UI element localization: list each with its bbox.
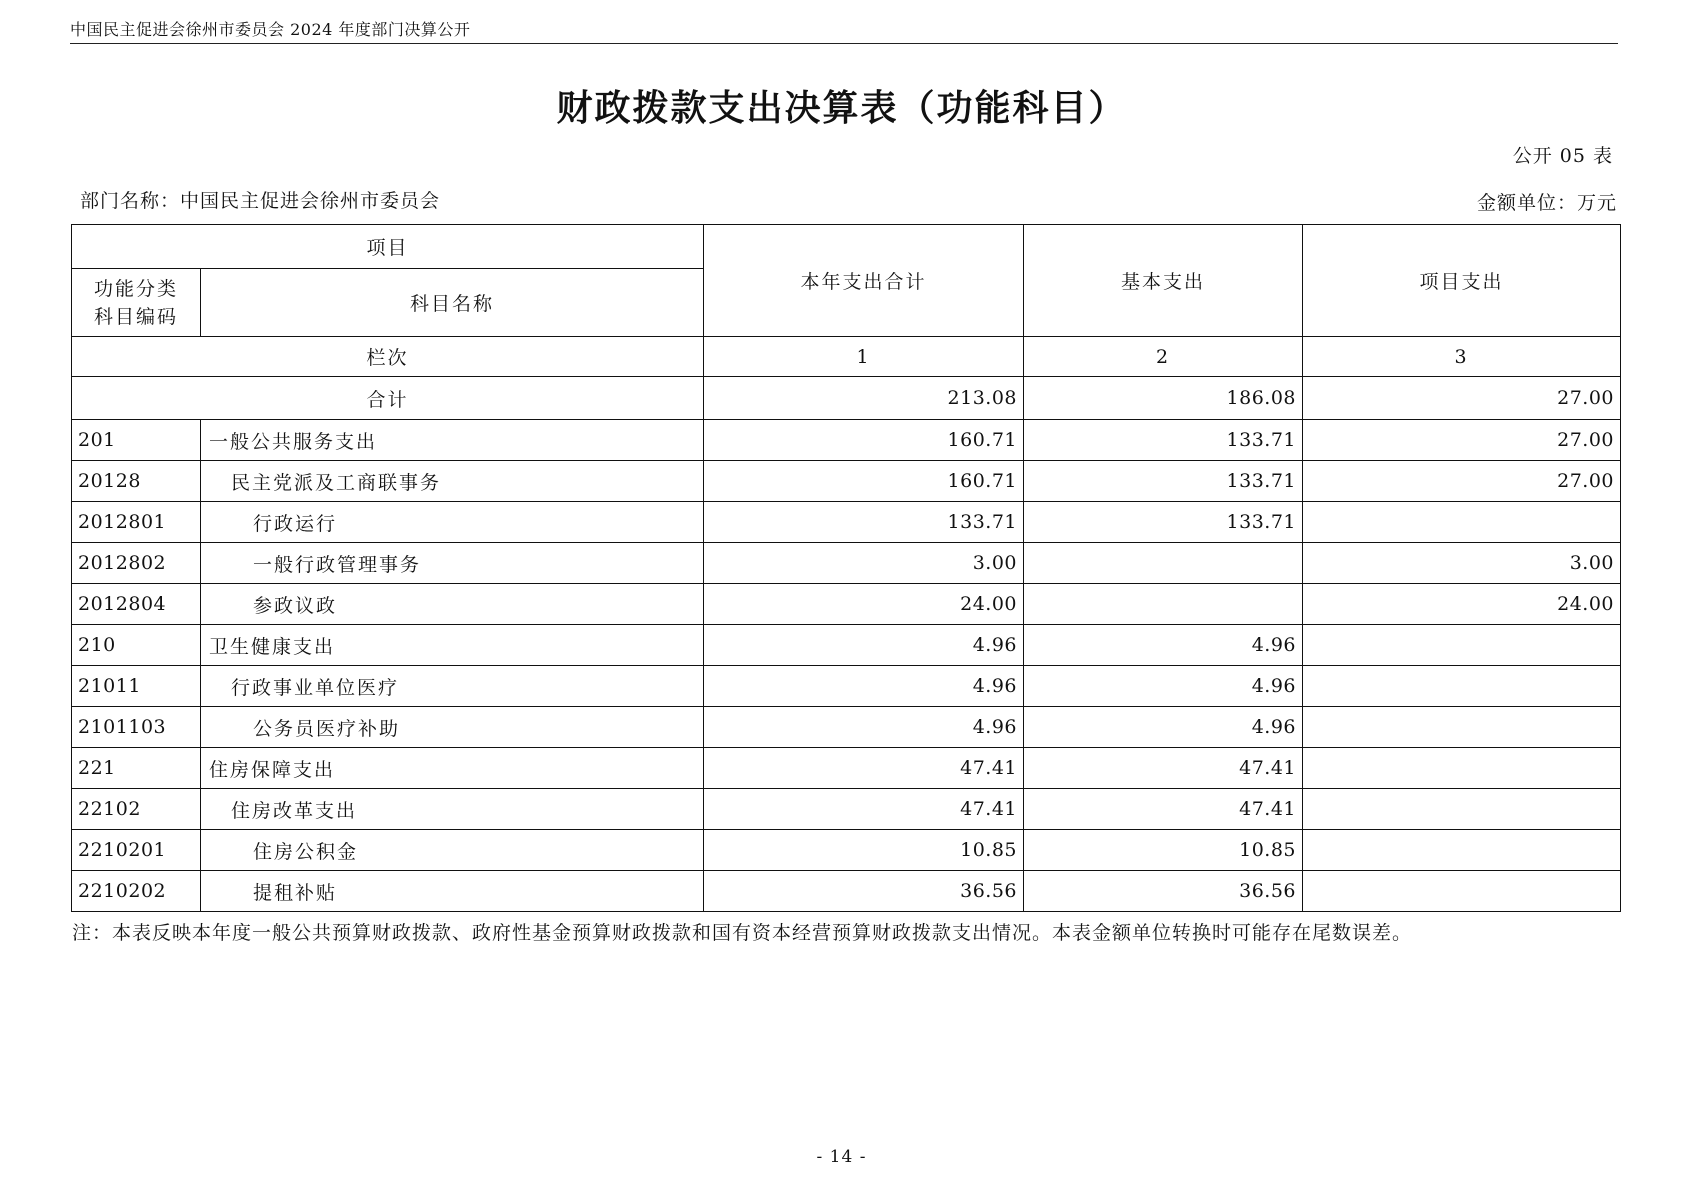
row-total: 133.71 (704, 502, 1024, 543)
column-index-label: 栏次 (72, 337, 704, 377)
amount-unit: 金额单位：万元 (1476, 192, 1617, 214)
row-subject-name: 民主党派及工商联事务 (201, 461, 704, 502)
budget-table (71, 224, 1621, 912)
row-basic: 36.56 (1024, 871, 1303, 912)
table-number: 公开 05 表 (1512, 145, 1613, 167)
row-code: 20128 (72, 461, 201, 502)
header-project-expenditure: 项目支出 (1303, 225, 1621, 337)
row-total: 36.56 (704, 871, 1024, 912)
row-code: 2101103 (72, 707, 201, 748)
row-project (1303, 666, 1621, 707)
table-row (72, 502, 1621, 543)
row-subject-name: 行政运行 (201, 502, 704, 543)
row-project (1303, 871, 1621, 912)
row-basic: 47.41 (1024, 748, 1303, 789)
header-code (72, 269, 201, 337)
row-code: 221 (72, 748, 201, 789)
row-code: 2012802 (72, 543, 201, 584)
row-code: 2012801 (72, 502, 201, 543)
row-subject-name: 行政事业单位医疗 (201, 666, 704, 707)
row-project (1303, 707, 1621, 748)
row-code: 201 (72, 420, 201, 461)
row-subject-name: 参政议政 (201, 584, 704, 625)
row-total: 160.71 (704, 461, 1024, 502)
row-subject-name: 住房公积金 (201, 830, 704, 871)
summary-row (72, 377, 1621, 420)
row-project (1303, 625, 1621, 666)
row-total: 4.96 (704, 666, 1024, 707)
row-project (1303, 789, 1621, 830)
table-row (72, 789, 1621, 830)
table-row (72, 420, 1621, 461)
row-total: 3.00 (704, 543, 1024, 584)
header-total: 本年支出合计 (704, 225, 1024, 337)
row-basic: 10.85 (1024, 830, 1303, 871)
row-total: 4.96 (704, 707, 1024, 748)
row-basic: 133.71 (1024, 420, 1303, 461)
summary-total: 213.08 (704, 377, 1024, 420)
table-row (72, 584, 1621, 625)
header-row (72, 225, 1621, 269)
row-project (1303, 502, 1621, 543)
row-basic (1024, 584, 1303, 625)
row-code: 210 (72, 625, 201, 666)
row-basic: 47.41 (1024, 789, 1303, 830)
document-title: 财政拨款支出决算表（功能科目） (556, 88, 1127, 129)
row-subject-name: 住房保障支出 (201, 748, 704, 789)
row-project (1303, 748, 1621, 789)
row-subject-name: 一般公共服务支出 (201, 420, 704, 461)
table-row (72, 461, 1621, 502)
row-basic (1024, 543, 1303, 584)
footnote: 注：本表反映本年度一般公共预算财政拨款、政府性基金预算财政拨款和国有资本经营预算财政拨款支出情况。本表金额单位转换时可能存在尾数误差。 (72, 922, 1413, 944)
table-row (72, 748, 1621, 789)
row-total: 4.96 (704, 625, 1024, 666)
header-code-line1: 功能分类 (93, 277, 178, 300)
row-basic: 4.96 (1024, 707, 1303, 748)
summary-project: 27.00 (1303, 377, 1621, 420)
row-code: 2210202 (72, 871, 201, 912)
row-project: 27.00 (1303, 420, 1621, 461)
running-header: 中国民主促进会徐州市委员会 2024 年度部门决算公开 (70, 20, 471, 39)
header-divider (70, 43, 1618, 44)
row-subject-name: 卫生健康支出 (201, 625, 704, 666)
table-row (72, 707, 1621, 748)
row-basic: 4.96 (1024, 625, 1303, 666)
row-basic: 133.71 (1024, 461, 1303, 502)
row-total: 10.85 (704, 830, 1024, 871)
row-subject-name: 住房改革支出 (201, 789, 704, 830)
column-index-total: 1 (704, 337, 1024, 377)
table-body (72, 420, 1621, 912)
row-code: 2012804 (72, 584, 201, 625)
table-row (72, 830, 1621, 871)
column-index-project: 3 (1303, 337, 1621, 377)
row-code: 2210201 (72, 830, 201, 871)
row-project (1303, 830, 1621, 871)
row-code: 22102 (72, 789, 201, 830)
header-basic: 基本支出 (1024, 225, 1303, 337)
row-subject-name: 公务员医疗补助 (201, 707, 704, 748)
row-total: 47.41 (704, 748, 1024, 789)
table-row (72, 625, 1621, 666)
table-row (72, 871, 1621, 912)
column-index-row (72, 337, 1621, 377)
summary-label: 合计 (72, 377, 704, 420)
row-subject-name: 提租补贴 (201, 871, 704, 912)
summary-basic: 186.08 (1024, 377, 1303, 420)
row-project: 27.00 (1303, 461, 1621, 502)
header-code-line2: 科目编码 (93, 305, 178, 328)
table-row (72, 543, 1621, 584)
row-code: 21011 (72, 666, 201, 707)
row-total: 24.00 (704, 584, 1024, 625)
row-project: 24.00 (1303, 584, 1621, 625)
table-row (72, 666, 1621, 707)
row-total: 47.41 (704, 789, 1024, 830)
row-project: 3.00 (1303, 543, 1621, 584)
row-basic: 133.71 (1024, 502, 1303, 543)
department-name: 部门名称：中国民主促进会徐州市委员会 (80, 190, 441, 212)
header-subject-name: 科目名称 (201, 269, 704, 337)
header-project: 项目 (72, 225, 704, 269)
row-basic: 4.96 (1024, 666, 1303, 707)
page-number: - 14 - (816, 1147, 867, 1167)
row-subject-name: 一般行政管理事务 (201, 543, 704, 584)
column-index-basic: 2 (1024, 337, 1303, 377)
row-total: 160.71 (704, 420, 1024, 461)
